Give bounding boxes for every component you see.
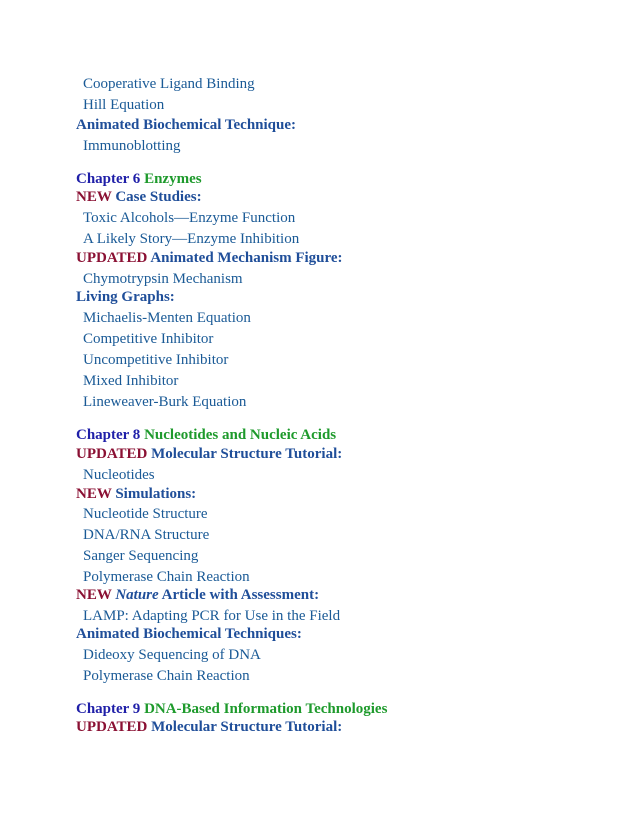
section-heading bbox=[76, 188, 202, 206]
new-tag: NEW bbox=[76, 486, 112, 502]
list-item: Immunoblotting bbox=[83, 138, 181, 154]
chapter-number: Chapter 8 bbox=[76, 427, 141, 443]
section-heading-text: Simulations: bbox=[115, 486, 197, 502]
list-item: Uncompetitive Inhibitor bbox=[83, 352, 229, 368]
section-heading bbox=[76, 249, 343, 267]
updated-tag: UPDATED bbox=[76, 250, 148, 266]
chapter-number: Chapter 6 bbox=[76, 171, 141, 187]
section-heading: Living Graphs: bbox=[76, 289, 175, 305]
section-heading-text: Animated Mechanism Figure: bbox=[150, 250, 343, 266]
list-item: Nucleotides bbox=[83, 467, 155, 483]
list-item: Michaelis-Menten Equation bbox=[83, 310, 251, 326]
section-heading bbox=[76, 586, 319, 604]
list-item: Nucleotide Structure bbox=[83, 506, 208, 522]
section-heading bbox=[76, 718, 342, 736]
section-heading: Animated Biochemical Techniques: bbox=[76, 626, 302, 642]
section-heading bbox=[76, 485, 196, 503]
list-item: Toxic Alcohols—Enzyme Function bbox=[83, 210, 296, 226]
section-heading-text: Molecular Structure Tutorial: bbox=[151, 719, 343, 735]
list-item: Lineweaver-Burk Equation bbox=[83, 394, 247, 410]
section-heading-text: Case Studies: bbox=[115, 189, 202, 205]
chapter-heading bbox=[76, 426, 336, 444]
section-heading: Animated Biochemical Technique: bbox=[76, 117, 297, 133]
list-item: Dideoxy Sequencing of DNA bbox=[83, 647, 261, 663]
list-item: Polymerase Chain Reaction bbox=[83, 668, 250, 684]
chapter-heading bbox=[76, 700, 387, 718]
section-heading-text: Molecular Structure Tutorial: bbox=[151, 446, 343, 462]
list-item: Competitive Inhibitor bbox=[83, 331, 214, 347]
chapter-heading bbox=[76, 170, 202, 188]
list-item: Mixed Inhibitor bbox=[83, 373, 179, 389]
updated-tag: UPDATED bbox=[76, 719, 148, 735]
new-tag: NEW bbox=[76, 587, 112, 603]
list-item: Polymerase Chain Reaction bbox=[83, 569, 250, 585]
updated-tag: UPDATED bbox=[76, 446, 148, 462]
list-item: Chymotrypsin Mechanism bbox=[83, 271, 243, 287]
section-heading bbox=[76, 445, 342, 463]
chapter-number: Chapter 9 bbox=[76, 701, 141, 717]
list-item: DNA/RNA Structure bbox=[83, 527, 210, 543]
journal-name: Nature bbox=[115, 587, 159, 603]
chapter-title: Enzymes bbox=[144, 171, 202, 187]
list-item: Sanger Sequencing bbox=[83, 548, 199, 564]
new-tag: NEW bbox=[76, 189, 112, 205]
list-item: A Likely Story—Enzyme Inhibition bbox=[83, 231, 300, 247]
list-item: Hill Equation bbox=[83, 97, 165, 113]
list-item: Cooperative Ligand Binding bbox=[83, 76, 255, 92]
list-item: LAMP: Adapting PCR for Use in the Field bbox=[83, 608, 341, 624]
section-heading-text: Article with Assessment: bbox=[161, 587, 320, 603]
chapter-title: DNA-Based Information Technologies bbox=[144, 701, 388, 717]
chapter-title: Nucleotides and Nucleic Acids bbox=[144, 427, 337, 443]
